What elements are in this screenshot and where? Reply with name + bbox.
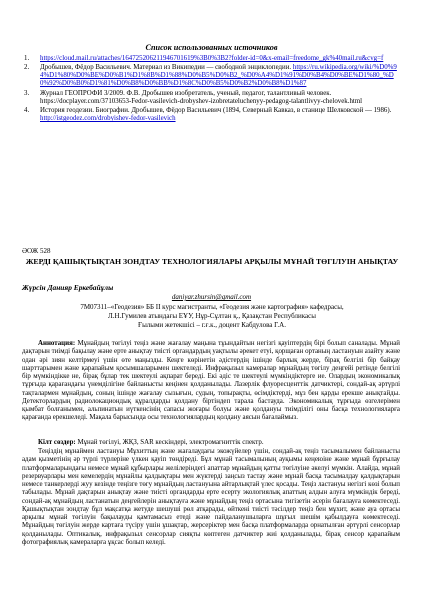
reference-link[interactable]: https://ru.wikipedia.org/wiki/%D0%94%D1%80%D0%BE%D0%B1%D1%8B%D1%88%D0%B5%D0%B2_%D0%A4%D1%91%D0%B4%D0%BE%D1%80_%D0%92%D0%B0%D1%81%D0%B8%D0%BB%D1%8C%D0%B5%D0%B2%D0%B8%D1%87 — [40, 64, 397, 88]
reference-link[interactable]: https://cloud.mail.ru/attaches/164725206211946701619%3B0%3B2?folder-id=0&x-email=freedome_gk%40mail.ru&cvg=f — [40, 55, 384, 62]
udc-code: ӘОЖ 528 — [22, 247, 51, 255]
reference-number: 3. — [24, 89, 30, 97]
abstract-text: Мұнайдың төгілуі теңіз және жағалау маңына тұындайтын негізгі қауіптердің бірі болып саналады. Мұнай дақтарын тиімді бақылау және ерте анықтау тиісті органдардың уақтылы әрекет етуі, қорщаған ортаның ластануын азайту және одан әрі зиян келтірмеуі үшін өте маңызды. Кеңге көрінетін әдістердің ішінде барлық жерде, бірақ белгілі бір байқау шарттарымен және қарапайым қосымшаларымен шектеледі. Инфрақызыл камералар мұнайдың төгілу деңгейі ретінде белгілі бір мүмкіндікке не, бірақ бұлар тек шектеулі ақпарат береді. Екі әдіс те шектеулі мүмкіндіктерге ие. Олардың экономикалық тұрғыда қарағандағы үнемділігіне байланысты кеңінен қолданылады. Лазерлік флуоресценттік датчиктері, сондай-ақ әртүрлі тақталармен мұнайдың, соның ішінде жағалау сызығын, судың, топырақты, өсімдіктерді, мұз бен қарды ерекше анықтайды. Детекторлардың радиолокациондық құралдарды қолдану біртіндеп тарала бастауда. Экономикалық тұрғыда өзгелерімен қымбат болғанымен, альпинатын иүткенсінің сапасы жоғары болуы және қолдануы тиімділігі оны басқа технологияларға қарағанда ерекшеледі. Мақала барысында осы технологиялардың қолдану аясын бағалаймыз. — [22, 340, 400, 422]
reference-number: 1. — [24, 55, 30, 62]
affiliation-line: 7M07311–«Геодезия» ББ II курс магистранты, «Геодезия және картография» кафедрасы, — [80, 303, 344, 311]
keywords-paragraph — [22, 439, 400, 447]
reference-item — [22, 107, 400, 123]
author-name: Жүрсін Данияр Еркебайұлы — [22, 283, 114, 292]
abstract-label: Аннотация: — [38, 340, 76, 347]
affiliation-line: Л.Н.Гумилев атындағы ЕҰУ, Нұр-Сұлтан қ., Қазақстан Республикасы — [108, 312, 316, 321]
reference-item — [22, 90, 400, 106]
keywords-label: Кілт сөздер: — [38, 439, 76, 446]
reference-number: 4. — [24, 107, 30, 115]
main-paragraph: Теңіздің мұнаймен ластануы Мұхиттың және жағалаудағы экожүйелер үшін, сондай-ақ теңіз тасымалымен байланысты адам қызметінің әр түрлі түрлеріне үлкен қауіп төндіреді. Бұл мұнай тасымалының ауқымы кеңеюіне және мұнай бұрғылау платформаларындағы немесе мұнай құбырлары желілеріндегі апаттар мұнайдың қатты төгілуіне әкелуі мүмкін. Алайда, мұнай резервуарлары мен кемелердің мұнайлы қалдықтары мен жүктерді заңсыз тастау және мұнай басқа тасымалдау қалдықтарын немесе танкерлерді жуу кезінде теңізге төгу мұнайдың ластануына айтарлықтай үлес қосады. Теңіз ластануы негізгі көзі болып табылады. Мұнай дақтарын анықтау және тиісті органдарды ерте есерту экологиялық апаттың алдын алуға мүмкіндік береді, сондай-ақ мұнайдың ластанатын деңгейлерін анықтауға және мұнайдың теңіз ортасына тигізетін әсерін бағалауға көмектеседі. Қашықтықтан зондтау бұл мақсатқа жетуде шешуші рөл атқарады, өйткені тиісті тәсілдер теңіз бен мұхит, және ауа ортасы арқылы мұнай төгілуін бақылауды қамтамасыз етеді және пайдаланушыларға шұғыл шешім қабылдауға көмектеседі. Мұнайдың төгілуін жерде картаға түсіру үшін ұшақтар, жерсеріктер мен басқа платформаларда орнатылған әртүрлі сенсорлар қолданылады. Оптикалық, инфрақызыл сенсорлар сияқты көптеген датчиктер жиі қолданылады, бірақ сенсор қарапайым фотографиялық камераларға ұқсас болып келеді. — [22, 448, 400, 546]
references-list — [22, 55, 400, 125]
email-link[interactable]: daniyar.zhursin@gmail.com — [171, 293, 252, 301]
affiliation — [22, 303, 402, 330]
reference-item — [22, 64, 400, 88]
reference-text: История геодезии. Биографии. Дробышев, Фёдор Васильевич (1894, Северный Кавказ, в станице Шелковской — 1986). — [40, 107, 392, 115]
author-email — [0, 293, 423, 301]
abstract-paragraph — [22, 340, 400, 423]
reference-item — [22, 55, 400, 63]
reference-text: Дробышев, Фёдор Васильевич. Материал из Википедии — свободной энциклопедии. — [40, 64, 292, 72]
reference-number: 2. — [24, 64, 30, 72]
keywords-text: Мұнай төгілуі, ЖҚЗ, SAR кескіндері, электромагниттік спектр. — [77, 439, 264, 446]
article-title: ЖЕРДІ ҚАШЫҚТЫҚТАН ЗОНДТАУ ТЕХНОЛОГИЯЛАРЫ АРҚЫЛЫ МҰНАЙ ТӨГІЛУІН АНЫҚТАУ — [25, 257, 399, 266]
supervisor-line: Ғылыми жетекшісі – г.ғ.к., доцент Кабдулова Г.А. — [138, 321, 286, 330]
reference-link[interactable]: http://istgeodez.com/drobyishev-fedor-vasilevich — [40, 115, 176, 123]
reference-text: Журнал ГЕОПРОФИ 3/2009. Ф.В. Дробышев изобретатель, ученый, педагог, талантливый человек. https://docplayer.com/37103653-Fedor-vasilevich-drobyshev-izobretateluchenyy-pedagog-talantlivyy-chelovek.html — [40, 89, 363, 105]
references-title: Список использованных источников — [145, 43, 278, 52]
